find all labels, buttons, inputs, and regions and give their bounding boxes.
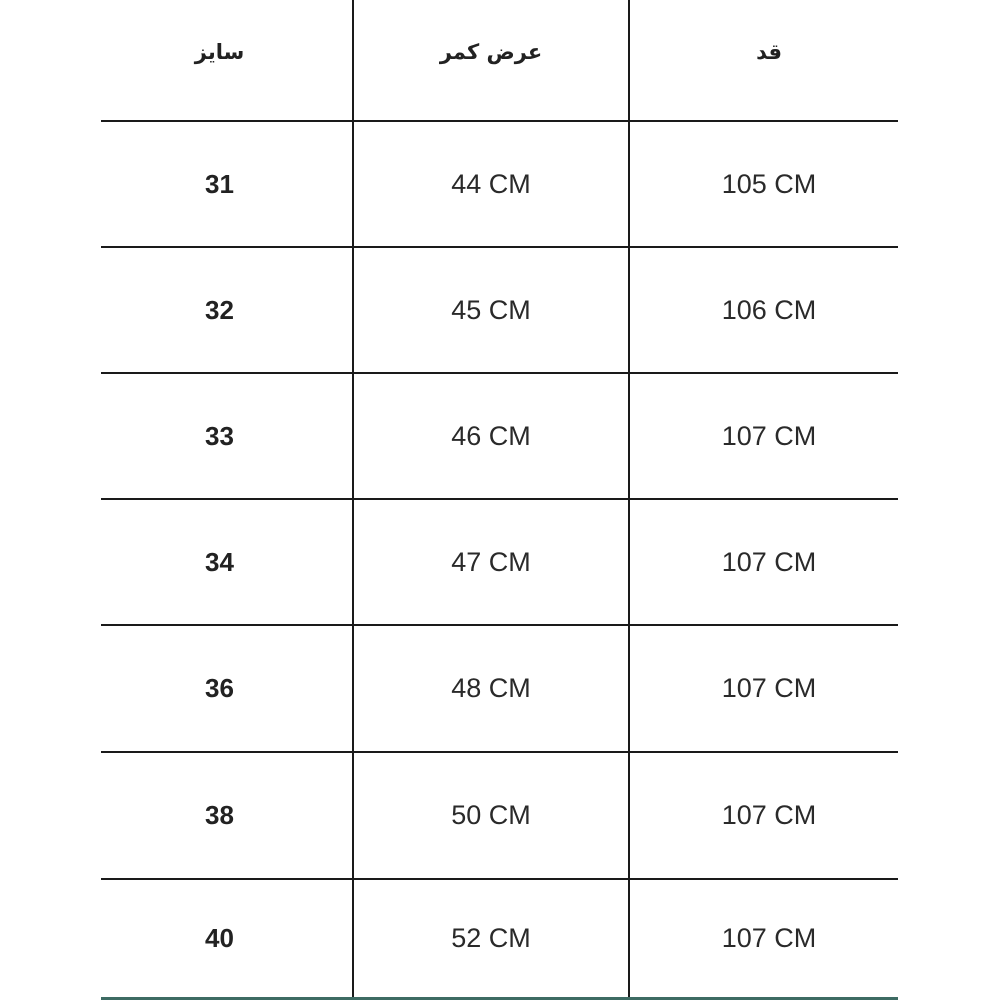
header-waist-width: عرض کمر	[439, 40, 543, 64]
size-cell: 34	[205, 546, 234, 577]
table-row	[101, 626, 898, 753]
waist-cell: 52 CM	[451, 923, 531, 953]
table-row	[101, 753, 898, 880]
height-cell: 107 CM	[721, 420, 817, 451]
waist-cell: 48 CM	[451, 673, 531, 703]
size-chart-table	[101, 0, 898, 1000]
table-row	[101, 880, 898, 1000]
size-cell: 38	[205, 800, 234, 830]
header-height: قد	[756, 40, 782, 64]
waist-cell: 46 CM	[451, 420, 531, 451]
table-row	[101, 374, 898, 500]
height-cell: 107 CM	[721, 673, 817, 703]
size-cell: 32	[205, 294, 234, 325]
waist-cell: 50 CM	[451, 800, 531, 830]
height-cell: 107 CM	[721, 800, 817, 830]
size-cell: 31	[205, 168, 234, 199]
waist-cell: 47 CM	[451, 546, 531, 577]
table-row	[101, 500, 898, 626]
height-cell: 105 CM	[721, 168, 817, 199]
height-cell: 107 CM	[721, 546, 817, 577]
size-cell: 40	[205, 923, 234, 953]
height-cell: 106 CM	[721, 294, 817, 325]
size-cell: 33	[205, 420, 234, 451]
size-cell: 36	[205, 673, 234, 703]
table-row	[101, 248, 898, 374]
table-row	[101, 122, 898, 248]
table-header-row	[101, 0, 898, 122]
height-cell: 107 CM	[721, 923, 817, 953]
header-size: سایز	[194, 40, 245, 64]
waist-cell: 45 CM	[451, 294, 531, 325]
waist-cell: 44 CM	[451, 168, 531, 199]
